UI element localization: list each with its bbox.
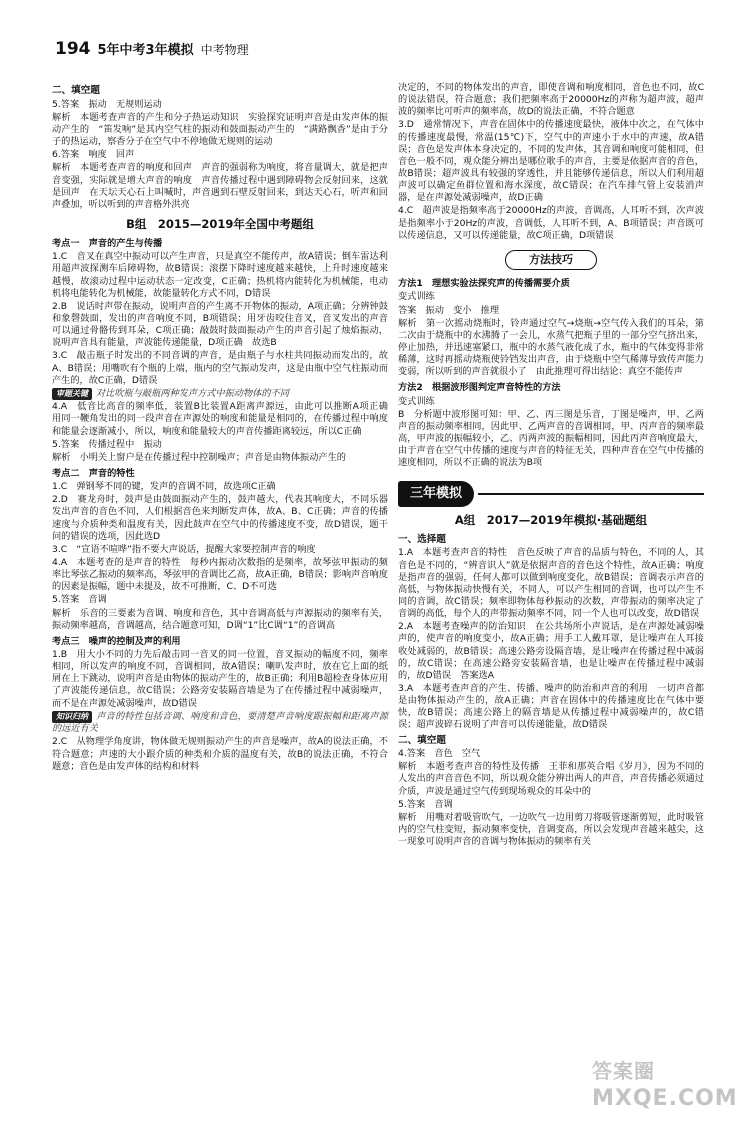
- subject-label: 中考物理: [200, 43, 249, 57]
- left-column: [52, 82, 398, 774]
- answer-line: 4.A 低音比高音的频率低，装置B比装置A距离声源远，由此可以推断A项正确 用同一鞭角发出的同一段声音在声源处的响度和能量是相同的，在传播过程中响度和能量会逐渐减小，所以，响度和能量较大的声音传播距离较远，所以C正确: [52, 401, 398, 437]
- section-title: 一、选择题: [398, 533, 446, 545]
- sannian-banner: [398, 481, 704, 506]
- watermark-text: MXQE.COM: [592, 1086, 738, 1112]
- answer-line: 3.D 通常情况下，声音在固体中的传播速度最快，液体中次之，在气体中的传播速度最慢，常温(15℃)下，空气中的声速小于水中的声速，故A错误；音色是发声体本身决定的，不同的发声体，其音调和响度可能相同，但音色一般不同，观众能分辨出是哪位歌手的声音，主要是依据声音的音色，故B错误；超声波具有较强的穿透性，并且能够传递信息，所以人们利用超声波可以确定鱼群位置和海水深度，故C错误；在汽车排气管上安装消声器，是在声源处减弱噪声，故D正确: [398, 119, 704, 204]
- topic-heading: 考点一 声音的产生与传播: [52, 238, 163, 250]
- page-header: [55, 38, 249, 60]
- answer-line: 2.C 从物理学角度讲，物体做无规则振动产生的声音是噪声，故A的说法正确，不符合题意；声速的大小跟介质的种类和介质的温度有关，故B的说法正确，不符合题意；音色是由发声体的结构和材料: [52, 736, 388, 772]
- explanation: 解析 第一次摇动烧瓶时，铃声通过空气→烧瓶→空气传入我们的耳朵，第二次由于烧瓶中的水沸腾了一会儿，水蒸气把瓶子里的一部分空气挤出来，停止加热，并迅速塞紧口，瓶中的水蒸气液化成了水，瓶中的气体变得非常稀薄，这时再摇动烧瓶使铃铛发出声音，由于烧瓶中空气稀薄导致传声能力变弱，所以听到的声音就很小了 由此推理可得出结论：真空不能传声: [398, 317, 704, 378]
- section-title: 二、填空题: [52, 85, 100, 96]
- answer-line: 决定的，不同的物体发出的声音，即使音调和响度相同，音色也不同，故C的说法错误，符合题意；我们把频率高于20000Hz的声称为超声波，超声波的频率比可听声的频率高，故D的说法正确，不符合题意: [398, 82, 704, 118]
- answer-line: 4.C 超声波是指频率高于20000Hz的声波，音调高，人耳听不到，次声波是指频率小于20Hz的声波，音调低，人耳听不到，A、B项错误；声音既可以传递信息，又可以传递能量，故C项正确，D项错误: [398, 205, 704, 241]
- explanation: 解析 用嘴对着吸管吹气，一边吹气一边用剪刀将吸管逐渐剪短，此时吸管内的空气柱变短，振动频率变快，音调变高，所以会发现声音越来越尖，这一现象可说明声音的音调与物体振动的频率有关: [398, 811, 704, 848]
- answer-line: 1.C 音叉在真空中振动可以产生声音，只是真空不能传声，故A错误；倒车雷达利用超声波探测车后障碍物，故B错误；滚摆下降时速度越来越快，上升时速度越来越慢，故滚动过程中运动状态一定改变，C正确；热机将内能转化为机械能，电动机将电能转化为机械能，故能量转化方式不同，D错误: [52, 251, 388, 299]
- drill-label: 变式训练: [398, 395, 435, 407]
- answer-line: 5.答案 音调: [398, 798, 453, 810]
- method-heading: 方法2 根据波形图判定声音特性的方法: [398, 382, 561, 394]
- explanation: B 分析题中波形图可知：甲、乙、丙三图是乐音，丁图是噪声，甲、乙两声音的振动频率相同，因此甲、乙两声音的音调相同，甲、丙声音的频率最高，甲声波的振幅较小，乙、丙两声波的振幅相同，因此丙声音响度最大，由于声音在空气中传播的速度与声音的特征无关，四种声音在空气中传播的速度相同，所以不正确的说法为B项: [398, 408, 704, 469]
- answer-line: 3.C “宣语不喧哗”指不要大声说话，提醒大家要控制声音的响度: [52, 543, 316, 555]
- answer-line: 4.A 本题考查的是声音的特性 每秒内振动次数指的是频率，故琴弦甲振动的频率比琴弦乙振动的频率高，琴弦甲的音调比乙高，故A正确，B错误；影响声音响度的因素是振幅，题中未提及，故不可推断，C、D不可选: [52, 557, 388, 593]
- answer-line: 答案 振动 变小 推理: [398, 304, 500, 316]
- group-heading: B组 2015—2019年全国中考题组: [126, 216, 314, 231]
- tip-badge-icon: 知识归纳: [52, 711, 92, 724]
- answer-line: 5.答案 振动 无规则运动: [52, 98, 162, 110]
- method-heading: 方法1 理想实验法探究声的传播需要介质: [398, 278, 570, 290]
- answer-line: 3.C 敲击瓶子时发出的不同音调的声音，是由瓶子与水柱共同振动而发出的，故A、B错误；用嘴吹有个瓶的上端，瓶内的空气振动发声，这是由瓶中空气柱振动而产生的，故C正确，D错误: [52, 350, 388, 386]
- right-column: [398, 82, 704, 849]
- page-number: 194: [55, 39, 91, 59]
- answer-line: 5.答案 音调: [52, 594, 107, 606]
- answer-line: 1.C 弹钢琴不同的键，发声的音调不同，故选项C正确: [52, 481, 276, 493]
- tip-note: [52, 388, 388, 401]
- tip-text: 对比吹瓶与敲瓶两种发声方式中振动物体的不同: [96, 387, 289, 399]
- watermark-logo: [592, 1058, 742, 1120]
- answer-line: 2.A 本题考查噪声的防治知识 在公共场所小声说话，是在声源处减弱噪声的，使声音的响度变小，故A正确；用手工人戴耳罩，是让噪声在人耳接收处减弱的，故B错误；高速公路旁设隔音墙，是让噪声在传播过程中减弱的，故C错误；在高速公路旁安装隔音墙，也是让噪声在传播过程中减弱的，故D错误 答案选A: [398, 621, 704, 681]
- answer-line: 2.B 说话时声带在振动，说明声音的产生离不开物体的振动，A项正确；分辨钟鼓和象磬鼓面，发出的声音响度不同，B项错误；用牙齿咬住音叉，音叉发出的声音可以通过骨骼传到耳朵，C项正确；敲鼓时鼓面振动产生的声音引起了烛焰振动，说明声音具有能量，声波能传递能量，D项正确 故选B: [52, 300, 388, 349]
- explanation: 解析 本题考查声音的特性及传播 王菲和那英合唱《岁月》，因为不同的人发出的声音音色不同，所以观众能分辨出两人的声音，声音传播必须通过介质，声波是通过空气传到现场观众的耳朵中的: [398, 761, 704, 797]
- group-heading: A组 2017—2019年模拟·基础题组: [454, 512, 648, 527]
- watermark-sub: 答案圈: [592, 1059, 655, 1083]
- book-title: 5年中考3年模拟: [97, 43, 194, 58]
- topic-heading: 考点二 声音的特性: [52, 468, 135, 480]
- explanation: 解析 小明关上窗户是在传播过程中控制噪声；声音是由物体振动产生的: [52, 451, 346, 463]
- answer-line: 2.D 赛龙舟时，鼓声是由鼓面振动产生的，鼓声越大，代表其响度大，不同乐器发出声音的音色不同，人们根据音色来判断发声体，故A、B、C正确；声音的传播速度与介质种类和温度有关，因此鼓声在空气中的传播速度不变，故D错误，题干问的错误的选项，因此选D: [52, 494, 388, 542]
- answer-line: 3.A 本题考查声音的产生、传播、噪声的防治和声音的利用 一切声音都是由物体振动产生的，故A正确；声音在固体中的传播速度比在气体中要快，故B错误；高速公路上的隔音墙是从传播过程中减弱噪声的，故C错误；超声波碎石说明了声音可以传递能量，故D错误: [398, 682, 704, 731]
- divider: [478, 493, 704, 495]
- explanation: 解析 乐音的三要素为音调、响度和音色，其中音调高低与声源振动的频率有关，振动频率越高，音调越高，结合题意可知，D调“1”比C调“1”的音调高: [52, 607, 388, 631]
- answer-line: 4.答案 音色 空气: [398, 748, 481, 760]
- sannian-badge: 三年模拟: [398, 481, 474, 506]
- tip-note: [52, 711, 388, 736]
- drill-label: 变式训练: [398, 291, 435, 303]
- tip-badge-icon: 审题关键: [52, 388, 92, 401]
- section-title: 二、填空题: [398, 734, 446, 746]
- answer-line: 1.A 本题考查声音的特性 音色反映了声音的品质与特色，不同的人，其音色是不同的，“辨音识人”就是依据声音的音色这个特性，故A正确；响度是指声音的强弱，任何人都可以做到响度变化，故B错误；音调表示声音的高低，与物体振动快慢有关，不同人，可以产生相同的音调，也可以产生不同的音调，故C错误；频率即物体每秒振动的次数，声带振动的频率决定了音调的高低，每个人的声带振动频率不同，同一个人也可以改变，故D错误: [398, 547, 704, 620]
- answer-line: 6.答案 响度 回声: [52, 149, 135, 161]
- answer-line: 5.答案 传播过程中 振动: [52, 438, 162, 450]
- tip-text: 声音的特性包括音调、响度和音色，要清楚声音响度跟振幅和距离声源的远近有关: [52, 710, 388, 735]
- answer-line: 1.B 用大小不同的力先后敲击同一音叉的同一位置，音叉振动的幅度不同，频率相同，所以发声的响度不同，音调相同，故A错误；喇叭发声时，放在它上面的纸屑在上下跳动，说明声音是由物体的振动产生的，故B正确；利用B超检查身体应用了声波能传递信息，故C错误；公路旁安装隔音墙是为了在传播过程中减弱噪声，而不是在声源处减弱噪声，故D错误: [52, 649, 388, 709]
- explanation: 解析 本题考查声音的产生和分子热运动知识 实验探究证明声音是由发声体的振动产生的 “笛发响”是其内空气柱的振动和鼓面振动产生的 “满路飘香”是由于分子的热运动，察香分子在空气中不停地做无规则的运动: [52, 111, 388, 148]
- topic-heading: 考点三 噪声的控制及声的利用: [52, 635, 181, 647]
- method-banner: 方法技巧: [505, 250, 597, 271]
- explanation: 解析 本题考查声音的响度和回声 声音的强弱称为响度，将音量调大，就是把声音变强，实际就是增大声音的响度 声音传播过程中遇到障碍物会反射回来，这就是回声 在天坛天心石上叫喊时，声音遇到石壁反射回来，到达天心石，听声和回声叠加，听以听到的声音格外洪亮: [52, 162, 388, 210]
